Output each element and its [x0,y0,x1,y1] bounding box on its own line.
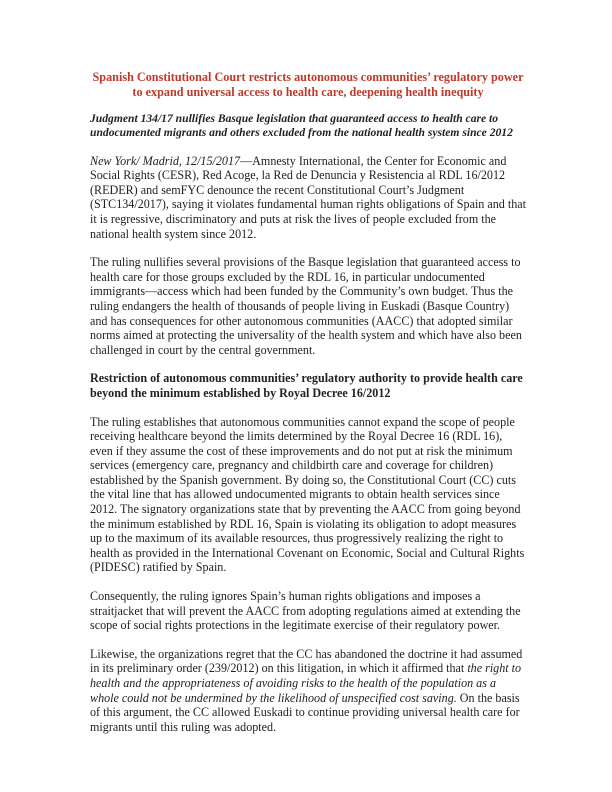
quoted-affirmation: the right to health and the appropriateness of avoiding risks to the health of the population as a whole could not be undermined by the likelihood of unspecified cost saving. [90,661,522,705]
paragraph-ruling: The ruling nullifies several provisions of the Basque legislation that guaranteed access to health care for those groups excluded by the RDL 16, in particular undocumented immigrants—access which had been funded by the Community’s own budget. Thus the ruling endangers the health of thousands of people living in Euskadi (Basque Country) and has consequences for other autonomous communities (AACC) that adopted similar norms aimed at protecting the universality of the health system and which have also been challenged in court by the central government. [90,255,522,357]
likewise-text-after: On the basis of this argument, the CC allowed Euskadi to continue providing universal health care for migrants until this ruling was adopted. [90,690,520,734]
section-heading: Restriction of autonomous communities’ regulatory authority to provide health care beyond the minimum established by Royal Decree 16/2012 [90,371,523,400]
paragraph-establishes: The ruling establishes that autonomous communities cannot expand the scope of people receiving healthcare beyond the limits determined by the Royal Decree 16 (RDL 16), even if they assume the cost of these improvements and do not put at risk the minimum services (emergency care, pregnancy and childbirth care and coverage for children) established by the Spanish government. By doing so, the Constitutional Court (CC) cuts the vital line that has allowed undocumented migrants to obtain health services since 2012. The signatory organizations state that by preventing the AACC from going beyond the minimum established by RDL 16, Spain is violating its obligation to adopt measures up to the maximum of its available resources, thus progressively realizing the right to health as provided in the International Covenant on Economic, Social and Cultural Rights (PIDESC) ratified by Spain. [90,414,525,575]
paragraph-intro [90,154,526,242]
document-subtitle: Judgment 134/17 nullifies Basque legislation that guaranteed access to health care to undocumented migrants and others excluded from the national health system since 2012 [90,111,513,139]
likewise-text-before: Likewise, the organizations regret that the CC has abandoned the doctrine it had assumed in its preliminary order (239/2012) on this litigation, in which it affirmed that [90,646,523,676]
paragraph-likewise [90,647,526,735]
title-line-2: to expand universal access to health care, deepening health inequity [132,84,484,99]
intro-text: —Amnesty International, the Center for Economic and Social Rights (CESR), Red Acoge, la Red de Denuncia y Resistencia al RDL 16/2012 (REDER) and semFYC denounce the recent Constitutional Court’s Judgment (STC134/2017), saying it violates fundamental human rights obligations of Spain and that it is regressive, discriminatory and puts at risk the lives of people excluded from the national health system since 2012. [90,153,526,241]
paragraph-consequently: Consequently, the ruling ignores Spain’s human rights obligations and imposes a straitjacket that will prevent the AACC from adopting regulations aimed at extending the scope of social rights protections in the legitimate exercise of their regulatory power. [90,589,521,633]
title-line-1: Spanish Constitutional Court restricts autonomous communities’ regulatory power [92,70,524,84]
dateline: New York/ Madrid, 12/15/2017 [90,153,241,168]
document-title [90,70,526,100]
